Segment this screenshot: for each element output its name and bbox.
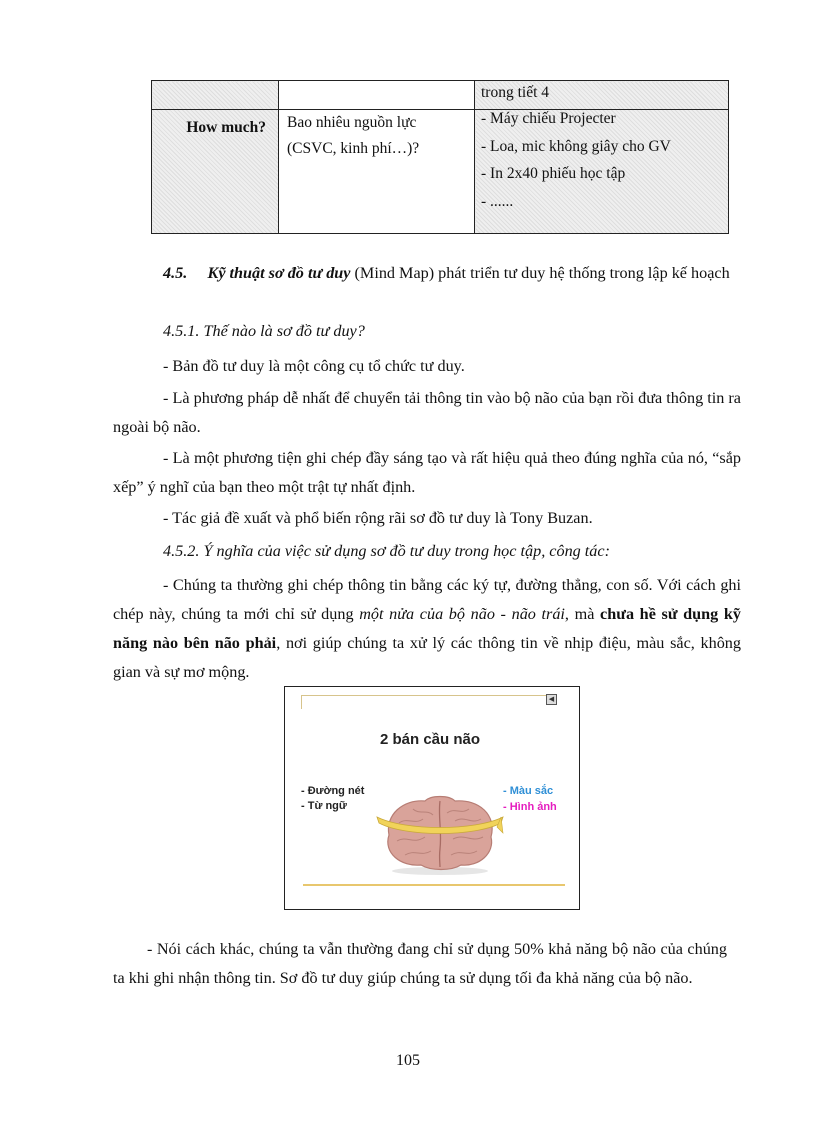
speaker-icon: ◀: [546, 694, 557, 705]
list-item: - Máy chiếu Projecter: [481, 110, 616, 127]
list-item: - ......: [481, 192, 514, 210]
slide-title: 2 bán cầu não: [379, 731, 481, 748]
text-run: - Chúng ta thường ghi chép thông tin bằng các ký tự, đường thẳng, con số. Với cách ghi chép này, chúng ta mới chỉ sử dụng: [113, 576, 741, 623]
slide-border-line: [301, 695, 302, 709]
italic-text: một nửa của bộ não - não trái: [359, 605, 565, 623]
text-run: , nơi giúp chúng ta xử lý các thông tin về nhịp điệu, màu sắc, không gian và sự mơ mộng.: [113, 634, 741, 681]
table-cell: [475, 110, 729, 234]
cell-text: Bao nhiêu nguồn lực (CSVC, kinh phí…)?: [287, 114, 420, 157]
table-row-header: How much?: [152, 110, 279, 234]
subsection-heading: 4.5.2. Ý nghĩa của việc sử dụng sơ đồ tư duy trong học tập, công tác:: [163, 542, 610, 560]
list-item: - In 2x40 phiếu học tập: [481, 165, 626, 182]
table-cell: [152, 81, 279, 110]
slide-accent-line: [303, 884, 565, 886]
subsection-heading: 4.5.1. Thế nào là sơ đồ tư duy?: [163, 322, 365, 340]
paragraph: [113, 571, 741, 687]
table-cell: [475, 81, 729, 110]
slide-border-line: [301, 695, 551, 696]
section-number: 4.5.: [163, 264, 188, 282]
slide-label: - Màu sắc: [503, 785, 554, 797]
paragraph: - Bản đồ tư duy là một công cụ tổ chức tư duy.: [163, 357, 465, 375]
brain-illustration: [375, 787, 505, 875]
slide-label: - Đường nét: [301, 785, 365, 797]
planning-table: [151, 80, 729, 234]
text-run: , mà: [564, 605, 601, 623]
section-heading: [113, 259, 741, 288]
list-item: - Loa, mic không giây cho GV: [481, 137, 671, 155]
slide-image: [297, 691, 563, 891]
slide-label: - Hình ảnh: [503, 801, 557, 813]
table-cell: [279, 110, 475, 234]
table-row: [152, 110, 729, 234]
cell-text: trong tiết 4: [481, 84, 550, 101]
slide-label: - Từ ngữ: [301, 800, 347, 812]
paragraph: - Là một phương tiện ghi chép đầy sáng tạo và rất hiệu quả theo đúng nghĩa của nó, “sắp xếp” ý nghĩ của bạn theo một trật tự nhất định.: [113, 449, 741, 496]
bold-text: chưa hề sử dụng kỹ năng nào bên não phải: [113, 605, 742, 652]
section-title: Kỹ thuật sơ đồ tư duy: [207, 264, 351, 282]
paragraph: - Là phương pháp dễ nhất để chuyển tải thông tin vào bộ não của bạn rồi đưa thông tin ra ngoài bộ não.: [113, 389, 741, 436]
paragraph: - Nói cách khác, chúng ta vẫn thường đang chỉ sử dụng 50% khả năng bộ não của chúng ta khi ghi nhận thông tin. Sơ đồ tư duy giúp chúng ta sử dụng tối đa khả năng của bộ não.: [113, 940, 727, 987]
section-title-rest: (Mind Map) phát triển tư duy hệ thống trong lập kế hoạch: [350, 264, 730, 282]
table-cell: [279, 81, 475, 110]
paragraph: - Tác giả đề xuất và phổ biến rộng rãi sơ đồ tư duy là Tony Buzan.: [163, 509, 593, 527]
page-number: 105: [396, 1052, 420, 1069]
brain-figure: [284, 686, 580, 910]
table-row: [152, 81, 729, 110]
